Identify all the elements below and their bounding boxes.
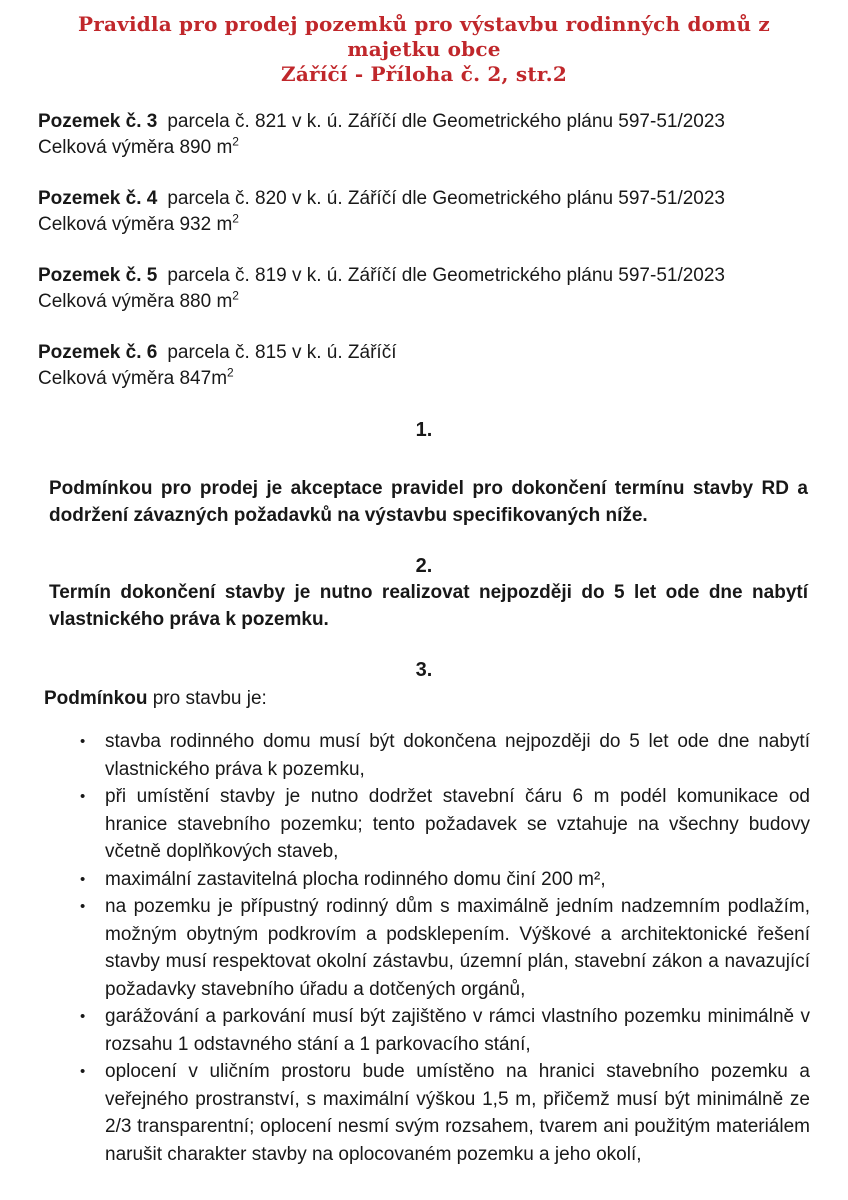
conditions-list	[38, 728, 810, 1168]
plot-heading	[38, 263, 810, 289]
section-3	[38, 657, 810, 1168]
section-2-paragraph: Termín dokončení stavby je nutno realizovat nejpozději do 5 let ode dne nabytí vlastnického práva k pozemku.	[49, 582, 808, 630]
plot-area-text: Celková výměra 890 m	[38, 137, 233, 158]
plot-label: Pozemek č. 4	[38, 188, 158, 209]
plot-label: Pozemek č. 3	[38, 111, 158, 132]
plot-details: parcela č. 820 v k. ú. Záříčí dle Geometrického plánu 597-51/2023	[167, 188, 725, 209]
plot-area-text: Celková výměra 847m	[38, 368, 228, 389]
section-3-lead-rest: pro stavbu je:	[147, 688, 267, 709]
plot-item-5	[38, 263, 810, 315]
section-1-paragraph: Podmínkou pro prodej je akceptace pravidel pro dokončení termínu stavby RD a dodržení závazných požadavků na výstavbu specifikovaných níže.	[49, 478, 808, 526]
section-1-number: 1.	[415, 419, 433, 441]
section-1	[38, 417, 810, 529]
plot-area-text: Celková výměra 880 m	[38, 291, 233, 312]
plot-details: parcela č. 821 v k. ú. Záříčí dle Geometrického plánu 597-51/2023	[167, 111, 725, 132]
section-3-number: 3.	[415, 659, 433, 681]
plot-label: Pozemek č. 6	[38, 342, 158, 363]
plot-heading	[38, 109, 810, 135]
plot-area-superscript: 2	[227, 365, 234, 380]
condition-item-3: • maximální zastavitelná plocha rodinného domu činí 200 m²,	[105, 866, 810, 894]
plot-area	[38, 135, 810, 161]
section-2-number: 2.	[415, 555, 433, 577]
plot-heading	[38, 340, 810, 366]
condition-item-4: • na pozemku je přípustný rodinný dům s maximálně jedním nadzemním podlažím, možným obytným podkrovím a podsklepením. Výškové a architektonické řešení stavby musí respektovat okolní zástavbu, územní plán, stavební zákon a navazující požadavky stavebního úřadu a dotčených orgánů,	[105, 893, 810, 1003]
section-3-lead	[44, 685, 810, 712]
page-title	[38, 12, 810, 87]
plot-area	[38, 366, 810, 392]
condition-item-2: • při umístění stavby je nutno dodržet stavební čáru 6 m podél komunikace od hranice stavebního pozemku; tento požadavek se vztahuje na všechny budovy včetně doplňkových staveb,	[105, 783, 810, 866]
section-2	[38, 553, 810, 633]
plot-item-4	[38, 186, 810, 238]
plot-label: Pozemek č. 5	[38, 265, 158, 286]
plot-list	[38, 109, 810, 392]
plot-item-3	[38, 109, 810, 161]
plot-area-superscript: 2	[232, 288, 239, 303]
plot-area-superscript: 2	[232, 134, 239, 149]
plot-details: parcela č. 819 v k. ú. Záříčí dle Geometrického plánu 597-51/2023	[167, 265, 725, 286]
condition-item-5: • garážování a parkování musí být zajištěno v rámci vlastního pozemku minimálně v rozsahu 1 odstavného stání a 1 parkovacího stání,	[105, 1003, 810, 1058]
plot-heading	[38, 186, 810, 212]
plot-area-superscript: 2	[232, 211, 239, 226]
page-title-line-1: Pravidla pro prodej pozemků pro výstavbu rodinných domů z majetku obce	[77, 12, 770, 61]
plot-area	[38, 289, 810, 315]
plot-details: parcela č. 815 v k. ú. Záříčí	[167, 342, 397, 363]
plot-area-text: Celková výměra 932 m	[38, 214, 233, 235]
condition-item-6: • oplocení v uličním prostoru bude umístěno na hranici stavebního pozemku a veřejného prostranství, s maximální výškou 1,5 m, přičemž musí být minimálně ze 2/3 transparentní; oplocení nesmí svým rozsahem, tvarem ani použitým materiálem narušit charakter stavby na oplocovaném pozemku a jeho okolí,	[105, 1058, 810, 1168]
section-3-lead-bold: Podmínkou	[44, 688, 148, 709]
plot-item-6	[38, 340, 810, 392]
plot-area	[38, 212, 810, 238]
page-title-line-2: Záříčí - Příloha č. 2, str.2	[281, 62, 567, 86]
condition-item-1: • stavba rodinného domu musí být dokončena nejpozději do 5 let ode dne nabytí vlastnického práva k pozemku,	[105, 728, 810, 783]
